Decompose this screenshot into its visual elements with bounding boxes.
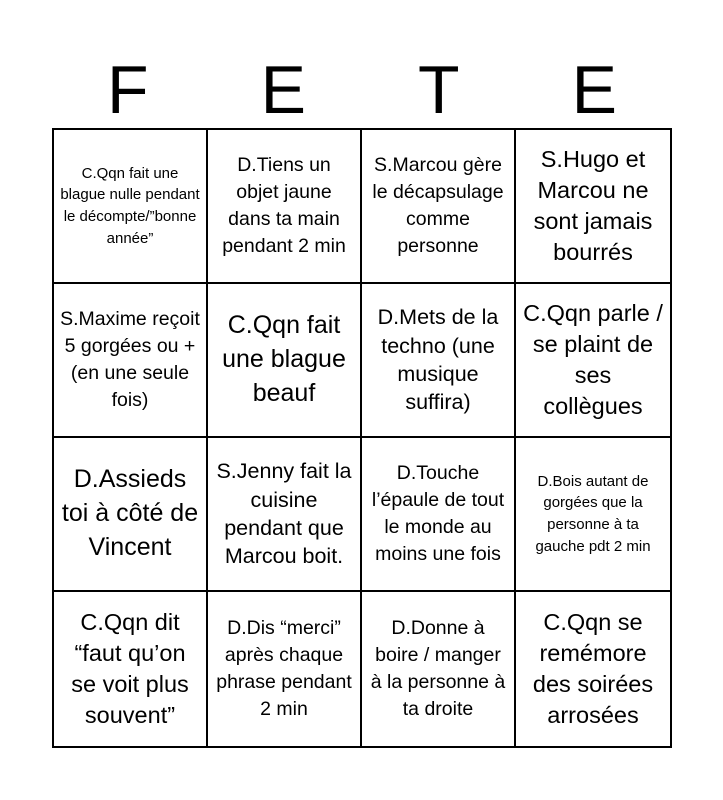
bingo-cell-text: D.Bois autant de gorgées que la personne à ta gauche pdt 2 min bbox=[535, 472, 651, 555]
bingo-cell-text: C.Qqn dit “faut qu’on se voit plus souvent” bbox=[71, 608, 189, 729]
title-letter-f: F bbox=[106, 52, 149, 128]
bingo-cell-r3-c3[interactable] bbox=[362, 438, 516, 592]
bingo-title bbox=[50, 52, 672, 128]
bingo-cell-text: S.Marcou gère le décapsulage comme personne bbox=[372, 154, 504, 257]
bingo-cell-text: C.Qqn parle / se plaint de ses collègues bbox=[523, 299, 663, 420]
bingo-cell-text: D.Touche l’épaule de tout le monde au moins une fois bbox=[371, 462, 505, 565]
bingo-cell-text: D.Mets de la techno (une musique suffira) bbox=[377, 305, 499, 415]
bingo-cell-r1-c2[interactable] bbox=[208, 130, 362, 284]
bingo-card-grid bbox=[52, 128, 672, 748]
bingo-cell-r1-c3[interactable] bbox=[362, 130, 516, 284]
bingo-cell-text: C.Qqn se remémore des soirées arrosées bbox=[532, 608, 654, 729]
bingo-cell-text: D.Donne à boire / manger à la personne à ta droite bbox=[370, 617, 506, 720]
bingo-cell-text: C.Qqn fait une blague beauf bbox=[222, 311, 346, 407]
title-letter-t: T bbox=[417, 52, 460, 128]
title-letter-e: E bbox=[260, 52, 306, 128]
bingo-cell-text: S.Jenny fait la cuisine pendant que Marcou boit. bbox=[216, 459, 352, 569]
bingo-cell-text: S.Hugo et Marcou ne sont jamais bourrés bbox=[533, 145, 653, 266]
bingo-cell-r4-c1[interactable] bbox=[54, 592, 208, 746]
bingo-cell-r4-c4[interactable] bbox=[516, 592, 670, 746]
bingo-cell-r3-c1[interactable] bbox=[54, 438, 208, 592]
bingo-cell-r4-c2[interactable] bbox=[208, 592, 362, 746]
bingo-cell-text: C.Qqn fait une blague nulle pendant le décompte/”bonne année” bbox=[60, 164, 200, 247]
bingo-cell-r4-c3[interactable] bbox=[362, 592, 516, 746]
bingo-cell-r2-c4[interactable] bbox=[516, 284, 670, 438]
bingo-cell-r3-c2[interactable] bbox=[208, 438, 362, 592]
bingo-cell-text: D.Dis “merci” après chaque phrase pendant 2 min bbox=[216, 617, 352, 720]
bingo-cell-r2-c1[interactable] bbox=[54, 284, 208, 438]
bingo-cell-r1-c4[interactable] bbox=[516, 130, 670, 284]
bingo-cell-text: S.Maxime reçoit 5 gorgées ou + (en une seule fois) bbox=[60, 308, 200, 411]
bingo-cell-r2-c2[interactable] bbox=[208, 284, 362, 438]
title-letter-e2: E bbox=[571, 52, 617, 128]
bingo-cell-r3-c4[interactable] bbox=[516, 438, 670, 592]
bingo-cell-r2-c3[interactable] bbox=[362, 284, 516, 438]
bingo-cell-r1-c1[interactable] bbox=[54, 130, 208, 284]
bingo-cell-text: D.Tiens un objet jaune dans ta main pendant 2 min bbox=[222, 154, 346, 257]
bingo-cell-text: D.Assieds toi à côté de Vincent bbox=[61, 465, 199, 561]
